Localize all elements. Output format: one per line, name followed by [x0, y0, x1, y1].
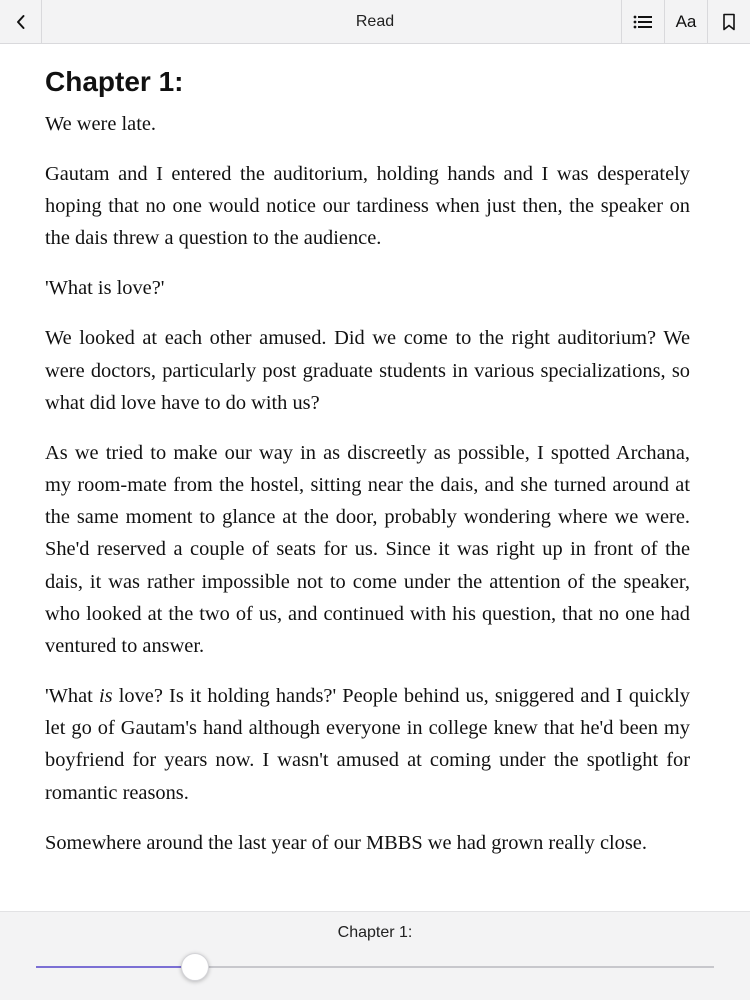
top-toolbar [0, 0, 750, 44]
progress-slider-fill [36, 966, 195, 968]
paragraph: We were late. [45, 113, 157, 135]
font-settings-label: Aa [675, 12, 697, 31]
paragraph [45, 680, 690, 809]
paragraph: Somewhere around the last year of our MBBS we had grown really close. [45, 831, 647, 854]
emphasized-text: is [98, 685, 113, 708]
page-title: Read [355, 13, 395, 30]
paragraph: As we tried to make our way in as discreetly as possible, I spotted Archana, my room-mate from the hostel, sitting near the dais, and she turned around at the same moment to glance at the door, probably wondering where we were. She'd reserved a couple of seats for us. Since it was right up in front of the dais, it was rather impossible not to come under the attention of the speaker, who looked at the two of us, and continued with his question, that no one had ventured to answer. [45, 441, 690, 658]
chevron-left-icon [15, 14, 27, 30]
reading-content [45, 62, 690, 877]
progress-slider-thumb[interactable] [181, 953, 209, 981]
back-button[interactable] [0, 0, 42, 44]
progress-slider[interactable] [36, 966, 714, 968]
bookmark-icon [722, 13, 736, 31]
list-icon [633, 14, 653, 30]
paragraph: Gautam and I entered the auditorium, holding hands and I was desperately hoping that no one would notice our tardiness when just then, the speaker on the dais threw a question to the audience. [45, 163, 690, 250]
paragraph: 'What is love?' [45, 277, 165, 300]
bookmark-button[interactable] [707, 0, 750, 44]
table-of-contents-button[interactable] [621, 0, 664, 44]
paragraph-text: 'What [45, 685, 99, 708]
paragraph: We looked at each other amused. Did we come to the right auditorium? We were doctors, particularly post graduate students in various specializations, so what did love have to do with us? [45, 327, 690, 414]
progress-chapter-label: Chapter 1: [337, 924, 413, 941]
bottom-progress-bar [0, 911, 750, 1000]
chapter-heading: Chapter 1: [45, 66, 184, 97]
font-settings-button[interactable] [664, 0, 707, 44]
paragraph-text: love? Is it holding hands?' People behind us, sniggered and I quickly let go of Gautam's hand although everyone in college knew that he'd been my boyfriend for years now. I wasn't amused at coming under the spotlight for romantic reasons. [45, 685, 691, 804]
